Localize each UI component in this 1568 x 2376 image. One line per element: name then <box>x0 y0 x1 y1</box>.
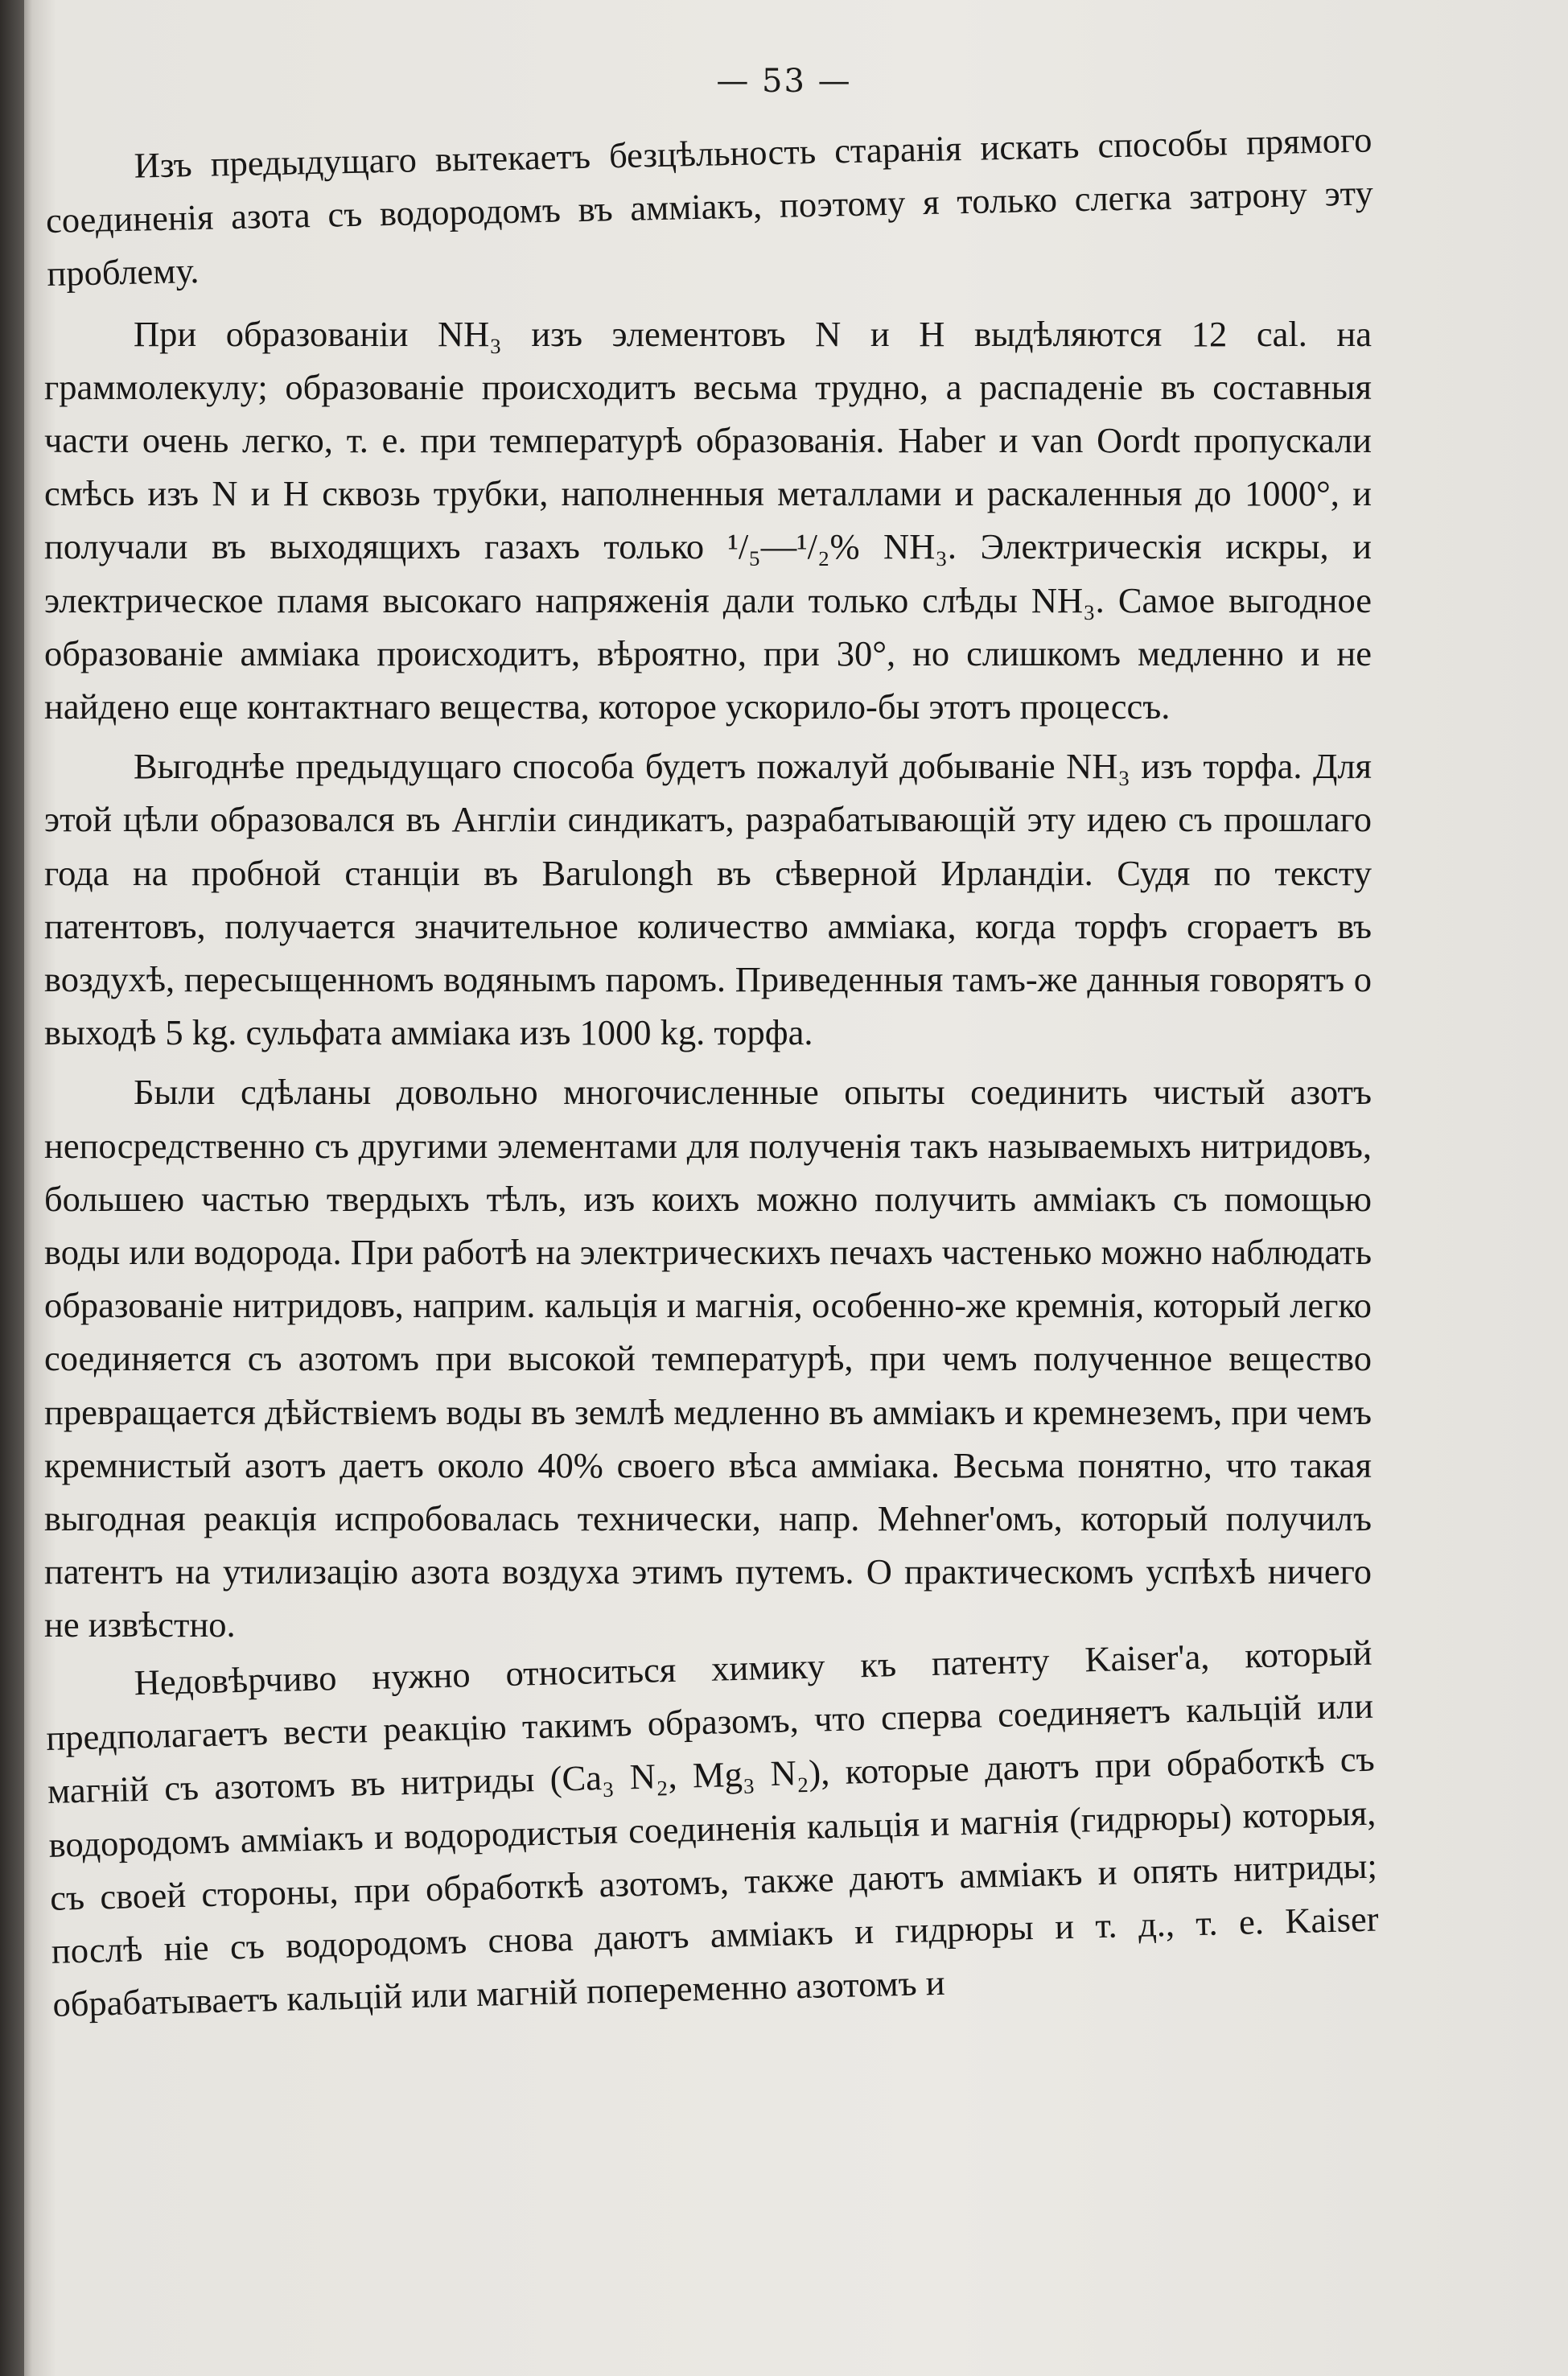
paragraph-4: Были сдѣланы довольно многочисленные опыты соединить чистый азотъ непосредственно съ другими элементами для полученія такъ называемыхъ нитридовъ, большею частью твердыхъ тѣлъ, изъ коихъ можно получить амміакъ съ помощью воды или водорода. При работѣ на электрическихъ печахъ частенько можно наблюдать образованіе нитридовъ, наприм. кальція и магнія, особенно-же кремнія, который легко соединяется съ азотомъ при высокой температурѣ, при чемъ полученное вещество превращается дѣйствіемъ воды въ землѣ медленно въ амміакъ и кремнеземъ, при чемъ кремнистый азотъ даетъ около 40% своего вѣса амміака. Весьма понятно, что такая выгодная реакція испробовалась технически, напр. Mehner'омъ, который получилъ патентъ на утилизацію азота воздуха этимъ путемъ. О практическомъ успѣхѣ ничего не извѣстно. <box>44 1072 1372 1645</box>
page-number: — 53 — <box>716 63 852 100</box>
paragraph-2: При образованіи NH₃ изъ элементовъ N и H выдѣляются 12 cal. на граммолекулу; образованіе происходитъ весьма трудно, а распаденіе въ составныя части очень легко, т. е. при температурѣ образованія. Haber и van Oordt пропускали смѣсь изъ N и H сквозь трубки, наполненныя металлами и раскаленныя до 1000°, и получали въ выходящихъ газахъ только ¹/₅—¹/₂% NH₃. Электрическія искры, и электрическое пламя высокаго напряженія дали только слѣды NH₃. Самое выгодное образованіе амміака происходитъ, вѣроятно, при 30°, но слишкомъ медленно и не найдено еще контактнаго вещества, которое ускорило-бы этотъ процессъ. <box>44 313 1372 727</box>
paragraph-5: Недовѣрчиво нужно относиться химику къ патенту Kaiser'а, который предполагаетъ вести реакцію такимъ образомъ, что сперва соединяетъ кальцій или магній съ азотомъ въ нитриды (Ca₃ N₂, Mg₃ N₂), которые даютъ при обработкѣ съ водородомъ амміакъ и водородистыя соединенія кальція и магнія (гидрюры) которыя, съ своей стороны, при обработкѣ азотомъ, также даютъ амміакъ и опять нитриды; послѣ ніе съ водородомъ снова даютъ амміакъ и гидрюры и т. д., т. е. Kaiser обрабатываетъ кальцій или магній попеременно азотомъ и <box>45 1632 1380 2024</box>
paragraph-1: Изъ предыдущаго вытекаетъ безцѣльность старанія искать способы прямого соединенія азота съ водородомъ въ амміакъ, поэтому я только слегка затрону эту проблему. <box>45 119 1374 294</box>
paragraph-3: Выгоднѣе предыдущаго способа будетъ пожалуй добываніе NH₃ изъ торфа. Для этой цѣли образовался въ Англіи синдикатъ, разрабатывающій эту идею съ прошлаго года на пробной станціи въ Barulongh въ сѣверной Ирландіи. Судя по тексту патентовъ, получается значительное количество амміака, когда торфъ сгораетъ въ воздухѣ, пересыщенномъ водянымъ паромъ. Приведенныя тамъ-же данныя говорятъ о выходѣ 5 kg. сульфата амміака изъ 1000 kg. торфа. <box>44 746 1372 1053</box>
page-binding-edge <box>0 0 24 2376</box>
body-text <box>44 119 1380 2037</box>
